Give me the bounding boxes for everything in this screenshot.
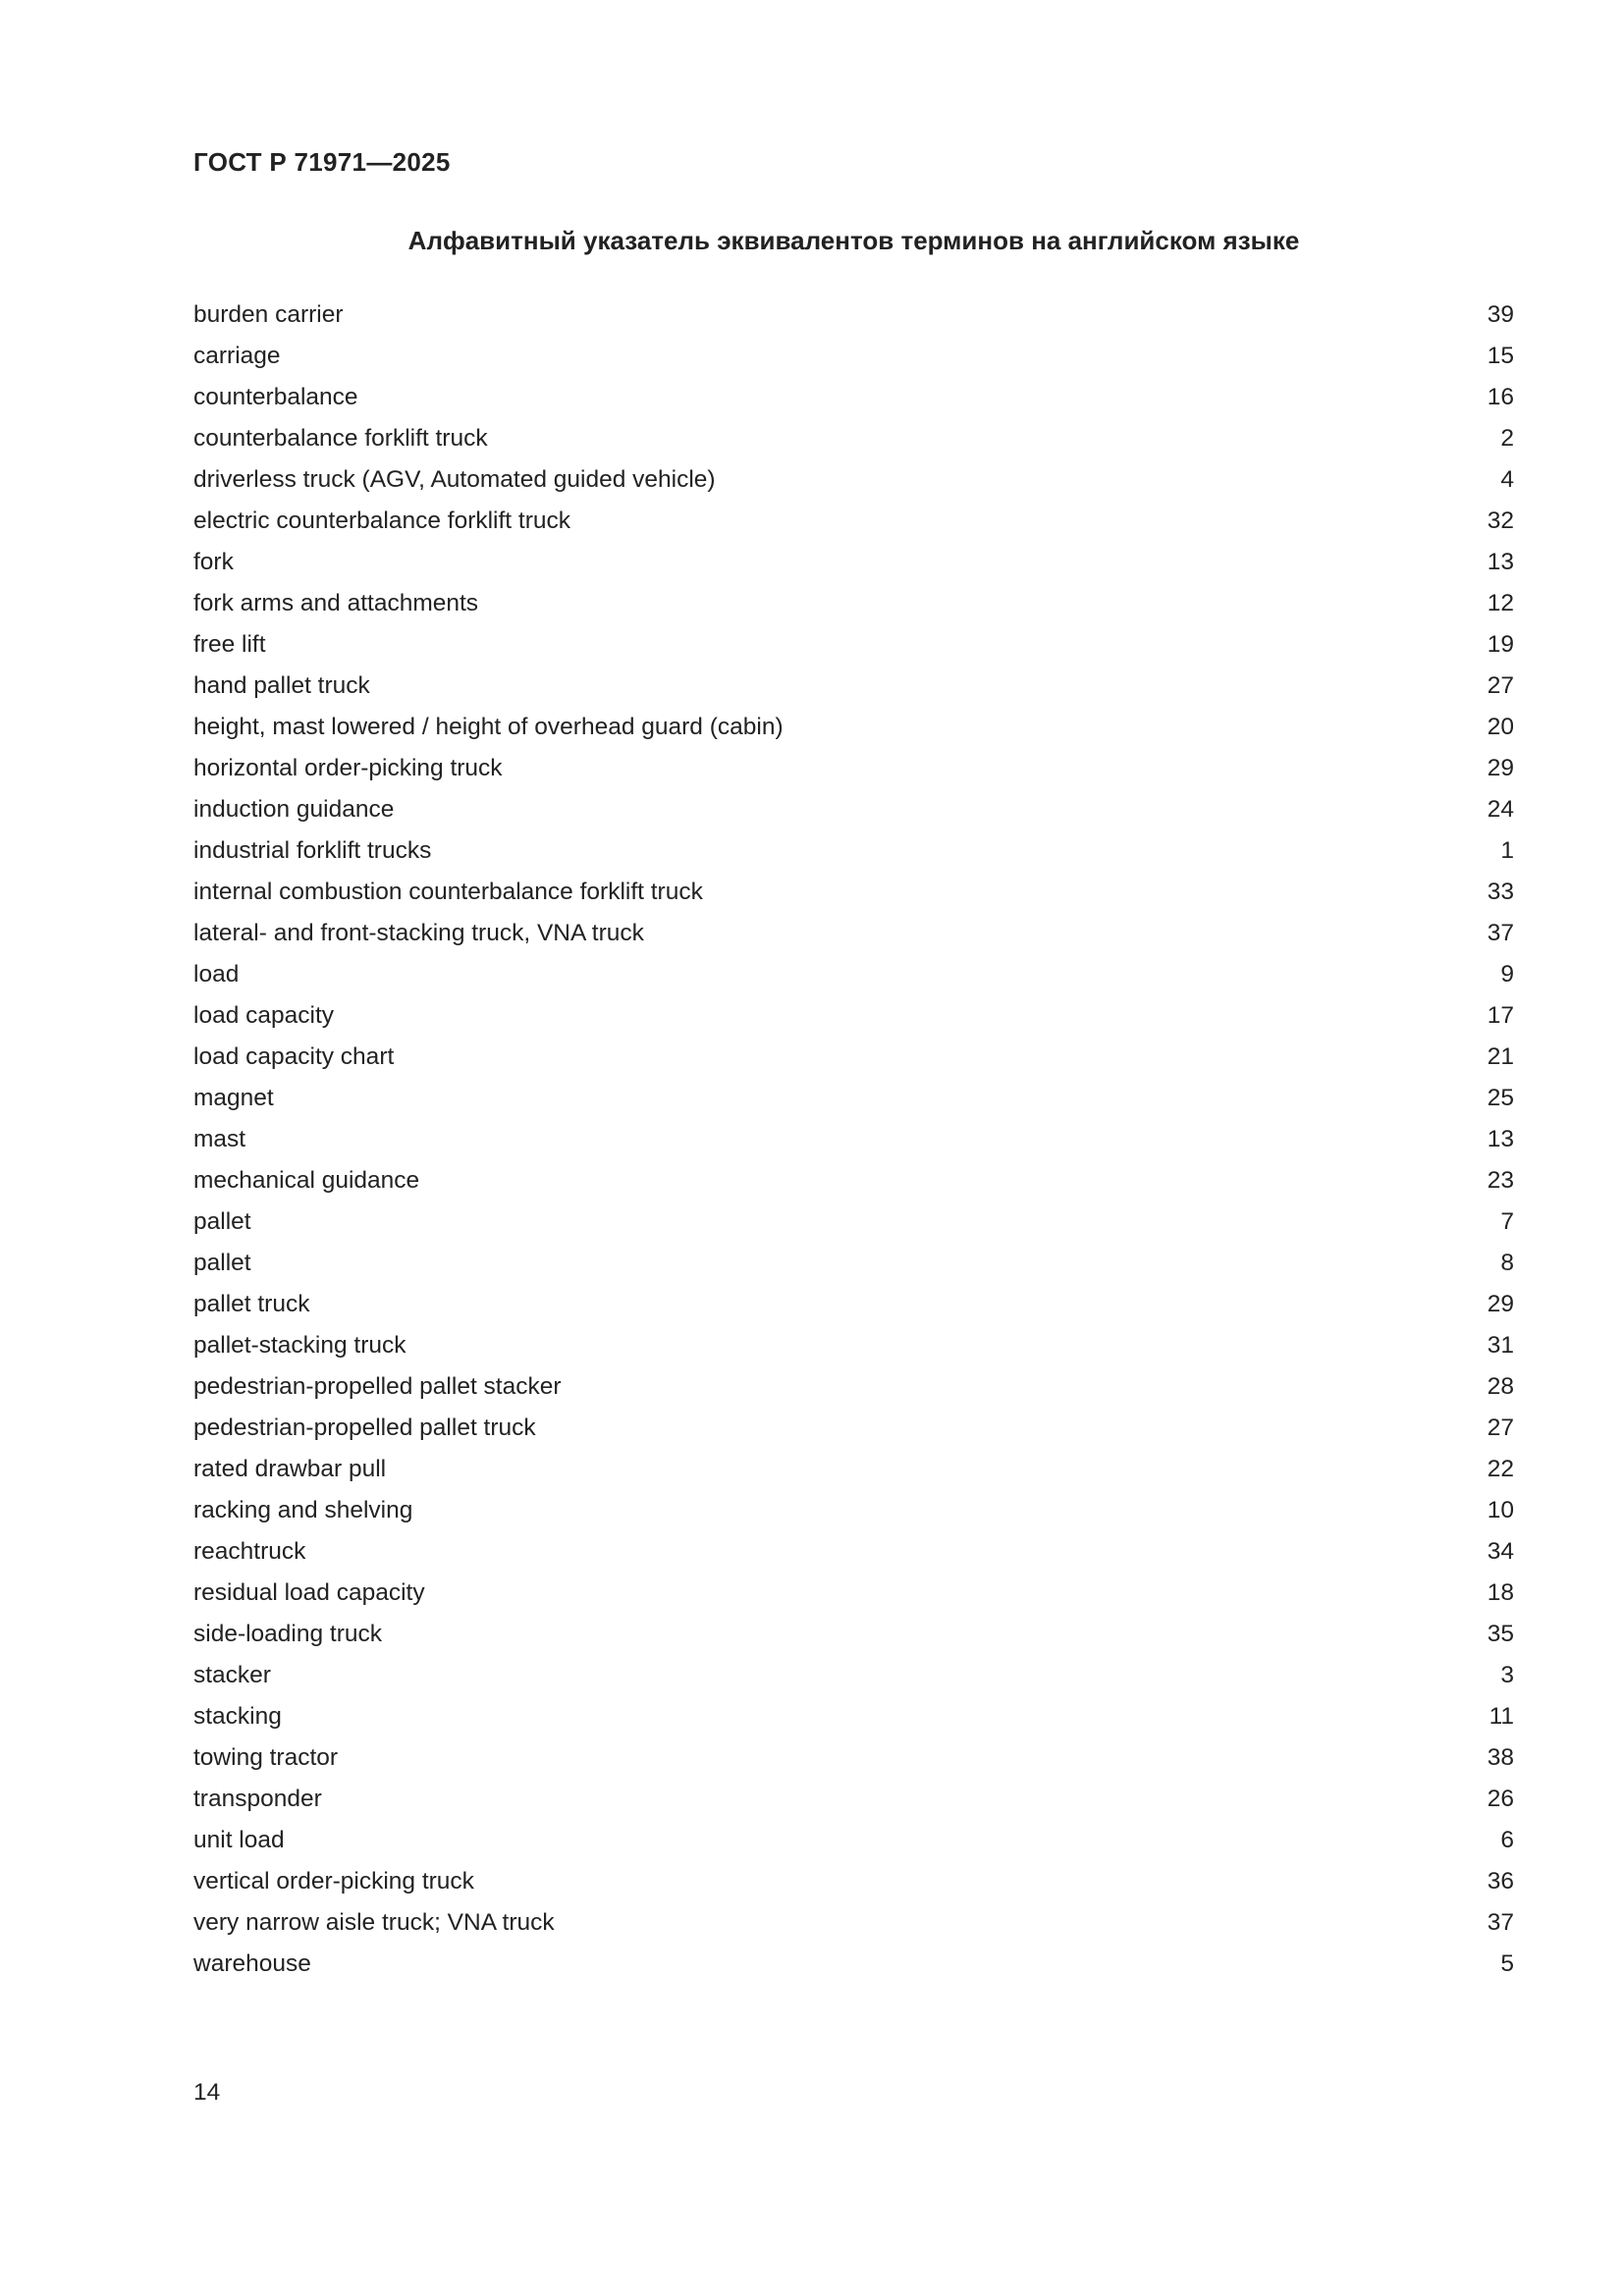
index-entry-number: 20: [1487, 714, 1514, 740]
index-entry-term: magnet: [193, 1085, 274, 1111]
index-entry-number: 29: [1487, 755, 1514, 781]
index-entry: [193, 377, 1514, 418]
index-entry-term: reachtruck: [193, 1538, 306, 1565]
index-entry-number: 32: [1487, 507, 1514, 534]
index-entry: [193, 1160, 1514, 1201]
index-entry-term: pallet: [193, 1208, 251, 1235]
index-entry-number: 15: [1487, 343, 1514, 369]
index-entry: [193, 954, 1514, 995]
index-entry: [193, 542, 1514, 583]
index-entry-number: 4: [1500, 466, 1514, 493]
index-entry-number: 13: [1487, 549, 1514, 575]
page-number: 14: [193, 2079, 221, 2106]
index-entry: [193, 789, 1514, 830]
index-entry: [193, 1037, 1514, 1078]
index-entry-term: carriage: [193, 343, 281, 369]
index-entry-term: vertical order-picking truck: [193, 1868, 474, 1895]
index-entry-term: unit load: [193, 1827, 285, 1853]
index-entry: [193, 1325, 1514, 1366]
index-entry-number: 25: [1487, 1085, 1514, 1111]
index-entry-term: rated drawbar pull: [193, 1456, 387, 1482]
index-entry: [193, 1944, 1514, 1985]
index-entry: [193, 418, 1514, 459]
index-entry-number: 9: [1500, 961, 1514, 988]
index-entry-term: load: [193, 961, 240, 988]
index-entry: [193, 1490, 1514, 1531]
index-entry-number: 13: [1487, 1126, 1514, 1152]
index-entry-term: free lift: [193, 631, 266, 658]
index-entry-term: fork: [193, 549, 234, 575]
index-entry-term: residual load capacity: [193, 1579, 425, 1606]
index-entry-term: stacker: [193, 1662, 271, 1688]
index-entry: [193, 1655, 1514, 1696]
index-entry-number: 31: [1487, 1332, 1514, 1359]
index-entry: [193, 1119, 1514, 1160]
index-entry-term: mechanical guidance: [193, 1167, 420, 1194]
index-entry: [193, 1614, 1514, 1655]
index-entry-term: counterbalance forklift truck: [193, 425, 488, 452]
index-entry-term: pedestrian-propelled pallet stacker: [193, 1373, 562, 1400]
index-entry-term: pallet truck: [193, 1291, 310, 1317]
index-entry-term: load capacity: [193, 1002, 335, 1029]
index-entry-number: 33: [1487, 879, 1514, 905]
index-entry: [193, 501, 1514, 542]
index-entry: [193, 583, 1514, 624]
index-entry-term: transponder: [193, 1786, 322, 1812]
index-entry-number: 27: [1487, 672, 1514, 699]
index-entry-number: 21: [1487, 1043, 1514, 1070]
index-entry-number: 27: [1487, 1415, 1514, 1441]
index-entry: [193, 1243, 1514, 1284]
index-entry-term: height, mast lowered / height of overhead guard (cabin): [193, 714, 784, 740]
index-entry-number: 37: [1487, 1909, 1514, 1936]
index-entry: [193, 336, 1514, 377]
index-entry-number: 12: [1487, 590, 1514, 616]
index-entry-term: lateral- and front-stacking truck, VNA truck: [193, 920, 644, 946]
index-entry: [193, 1408, 1514, 1449]
index-entry-number: 34: [1487, 1538, 1514, 1565]
index-entry-term: towing tractor: [193, 1744, 339, 1771]
index-entry: [193, 624, 1514, 666]
index-list: [193, 294, 1514, 1985]
index-entry: [193, 830, 1514, 872]
index-entry: [193, 1820, 1514, 1861]
standard-designation: ГОСТ Р 71971—2025: [193, 147, 451, 177]
index-entry-number: 1: [1500, 837, 1514, 864]
index-entry: [193, 1902, 1514, 1944]
index-entry: [193, 707, 1514, 748]
index-entry: [193, 1737, 1514, 1779]
index-entry-number: 35: [1487, 1621, 1514, 1647]
index-entry: [193, 872, 1514, 913]
index-entry-number: 8: [1500, 1250, 1514, 1276]
index-entry-number: 36: [1487, 1868, 1514, 1895]
index-entry-number: 16: [1487, 384, 1514, 410]
index-entry: [193, 1696, 1514, 1737]
index-entry: [193, 1366, 1514, 1408]
index-entry: [193, 748, 1514, 789]
index-entry-number: 26: [1487, 1786, 1514, 1812]
index-entry-number: 17: [1487, 1002, 1514, 1029]
index-entry-term: warehouse: [193, 1950, 311, 1977]
index-entry: [193, 1284, 1514, 1325]
index-entry-term: pallet: [193, 1250, 251, 1276]
index-entry-term: pallet-stacking truck: [193, 1332, 406, 1359]
index-entry-number: 28: [1487, 1373, 1514, 1400]
index-entry-term: internal combustion counterbalance forklift truck: [193, 879, 703, 905]
index-entry-number: 23: [1487, 1167, 1514, 1194]
index-entry-number: 10: [1487, 1497, 1514, 1523]
index-entry: [193, 666, 1514, 707]
index-entry-number: 7: [1500, 1208, 1514, 1235]
index-entry-number: 22: [1487, 1456, 1514, 1482]
index-entry: [193, 1201, 1514, 1243]
index-entry-number: 5: [1500, 1950, 1514, 1977]
index-entry-number: 2: [1500, 425, 1514, 452]
index-entry: [193, 294, 1514, 336]
index-entry-term: load capacity chart: [193, 1043, 395, 1070]
index-entry-term: pedestrian-propelled pallet truck: [193, 1415, 536, 1441]
index-entry-number: 11: [1489, 1703, 1514, 1730]
index-entry-number: 37: [1487, 920, 1514, 946]
index-entry-term: mast: [193, 1126, 246, 1152]
index-entry-term: stacking: [193, 1703, 282, 1730]
index-entry-term: industrial forklift trucks: [193, 837, 432, 864]
index-entry: [193, 1573, 1514, 1614]
index-entry: [193, 1779, 1514, 1820]
index-entry-term: hand pallet truck: [193, 672, 370, 699]
index-entry: [193, 913, 1514, 954]
index-title: Алфавитный указатель эквивалентов терминов на английском языке: [407, 226, 1300, 255]
index-entry-number: 19: [1487, 631, 1514, 658]
index-entry-term: induction guidance: [193, 796, 395, 823]
index-entry: [193, 1861, 1514, 1902]
index-entry-number: 39: [1487, 301, 1514, 328]
index-entry: [193, 459, 1514, 501]
index-entry-term: side-loading truck: [193, 1621, 383, 1647]
index-entry-number: 29: [1487, 1291, 1514, 1317]
index-entry: [193, 1531, 1514, 1573]
index-entry-number: 3: [1500, 1662, 1514, 1688]
index-entry-term: horizontal order-picking truck: [193, 755, 503, 781]
index-entry-term: racking and shelving: [193, 1497, 413, 1523]
index-entry-term: burden carrier: [193, 301, 344, 328]
index-entry-number: 18: [1487, 1579, 1514, 1606]
index-entry: [193, 1078, 1514, 1119]
index-entry-term: electric counterbalance forklift truck: [193, 507, 570, 534]
index-entry-number: 38: [1487, 1744, 1514, 1771]
index-entry-term: fork arms and attachments: [193, 590, 479, 616]
index-entry-term: counterbalance: [193, 384, 358, 410]
index-entry-number: 6: [1500, 1827, 1514, 1853]
index-entry: [193, 1449, 1514, 1490]
index-entry-number: 24: [1487, 796, 1514, 823]
index-entry-term: very narrow aisle truck; VNA truck: [193, 1909, 555, 1936]
index-entry-term: driverless truck (AGV, Automated guided vehicle): [193, 466, 716, 493]
index-entry: [193, 995, 1514, 1037]
